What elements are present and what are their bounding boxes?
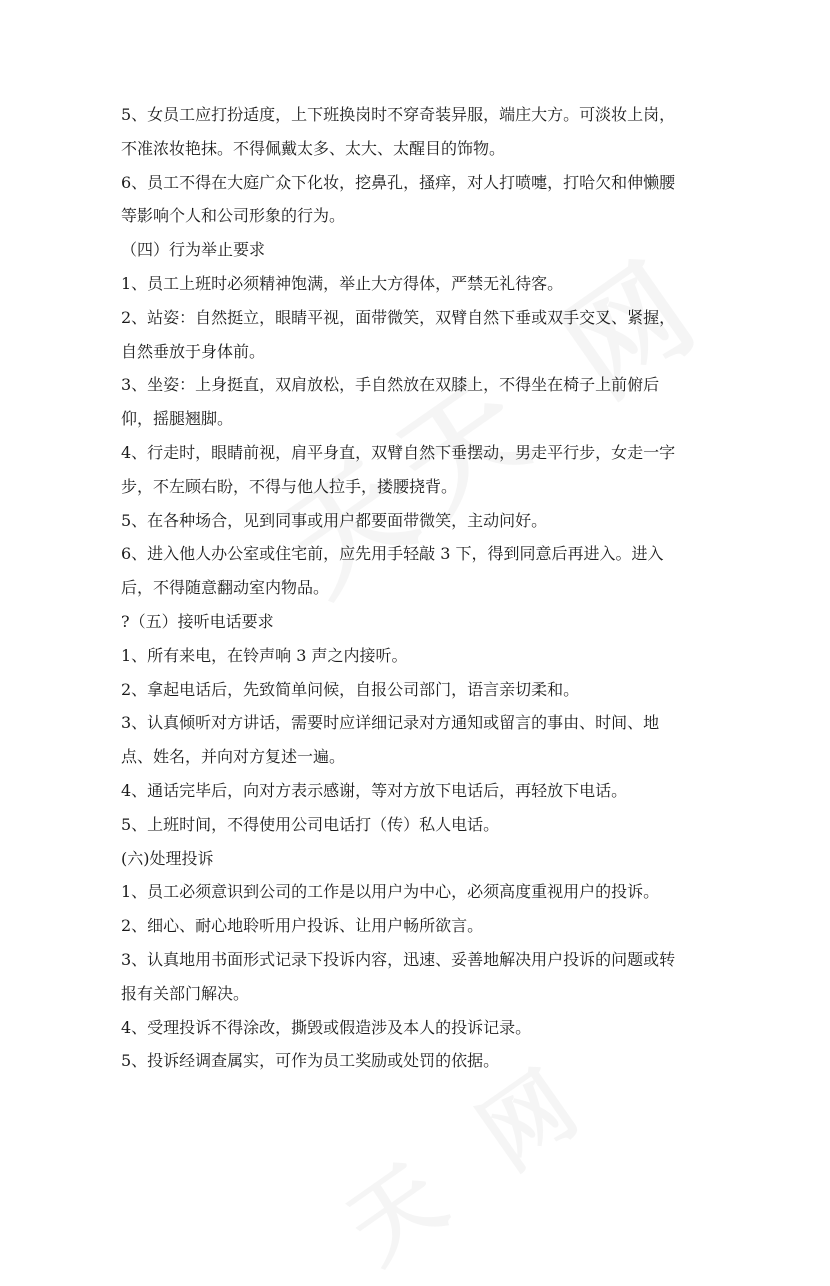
text-line: （四）行为举止要求: [121, 240, 266, 260]
paragraph: [121, 267, 711, 301]
text-line: (六)处理投诉: [121, 848, 214, 868]
document-body: [121, 98, 711, 1078]
text-line: 不准浓妆艳抹。不得佩戴太多、太大、太醒目的饰物。: [121, 138, 506, 158]
paragraph: [121, 1044, 711, 1078]
paragraph: [121, 639, 711, 673]
text-line: 5、上班时间，不得使用公司电话打（传）私人电话。: [121, 814, 500, 834]
text-line: 后，不得随意翻动室内物品。: [121, 578, 330, 598]
paragraph: [121, 909, 711, 943]
text-line: 6、员工不得在大庭广众下化妆，挖鼻孔，搔痒，对人打喷嚏，打哈欠和伸懒腰: [121, 172, 676, 192]
text-line: 2、站姿：自然挺立，眼睛平视，面带微笑，双臂自然下垂或双手交叉、紧握，: [121, 307, 676, 327]
text-line: 点、姓名，并向对方复述一遍。: [121, 747, 346, 767]
text-line: 2、细心、耐心地聆听用户投诉、让用户畅所欲言。: [121, 916, 484, 936]
paragraph: [121, 706, 711, 774]
text-line: 等影响个人和公司形象的行为。: [121, 206, 346, 226]
paragraph: [121, 943, 711, 1011]
paragraph: [121, 98, 711, 166]
text-line: 3、认真地用书面形式记录下投诉内容，迅速、妥善地解决用户投诉的问题或转: [121, 949, 676, 969]
paragraph: [121, 301, 711, 369]
paragraph: [121, 774, 711, 808]
text-line: 仰，摇腿翘脚。: [121, 409, 234, 429]
paragraph: [121, 673, 711, 707]
text-line: 4、受理投诉不得涂改，撕毁或假造涉及本人的投诉记录。: [121, 1017, 532, 1037]
text-line: 3、认真倾听对方讲话，需要时应详细记录对方通知或留言的事由、时间、地: [121, 713, 660, 733]
text-line: 6、进入他人办公室或住宅前，应先用手轻敲 3 下，得到同意后再进入。进入: [121, 544, 664, 564]
text-line: 1、所有来电，在铃声响 3 声之内接听。: [121, 645, 408, 665]
paragraph: [121, 233, 711, 267]
text-line: 1、员工上班时必须精神饱满，举止大方得体，严禁无礼待客。: [121, 273, 564, 293]
text-line: 2、拿起电话后，先致简单问候，自报公司部门，语言亲切柔和。: [121, 679, 580, 699]
text-line: 1、员工必须意识到公司的工作是以用户为中心，必须高度重视用户的投诉。: [121, 882, 660, 902]
text-line: 4、通话完毕后，向对方表示感谢，等对方放下电话后，再轻放下电话。: [121, 780, 628, 800]
paragraph: [121, 537, 711, 605]
text-line: 步，不左顾右盼，不得与他人拉手，搂腰挠背。: [121, 476, 458, 496]
text-line: ?（五）接听电话要求: [121, 611, 274, 631]
paragraph: [121, 166, 711, 234]
paragraph: [121, 842, 711, 876]
paragraph: [121, 436, 711, 504]
text-line: 5、投诉经调查属实，可作为员工奖励或处罚的依据。: [121, 1051, 500, 1071]
paragraph: [121, 1011, 711, 1045]
paragraph: [121, 605, 711, 639]
paragraph: [121, 808, 711, 842]
paragraph: [121, 504, 711, 538]
text-line: 3、坐姿：上身挺直，双肩放松，手自然放在双膝上，不得坐在椅子上前俯后: [121, 375, 660, 395]
text-line: 5、女员工应打扮适度，上下班换岗时不穿奇装异服，端庄大方。可淡妆上岗，: [121, 105, 676, 124]
text-line: 4、行走时，眼睛前视，肩平身直，双臂自然下垂摆动，男走平行步，女走一字: [121, 442, 676, 462]
text-line: 自然垂放于身体前。: [121, 341, 266, 361]
text-line: 报有关部门解决。: [121, 983, 250, 1003]
text-line: 5、在各种场合，见到同事或用户都要面带微笑，主动问好。: [121, 510, 548, 530]
paragraph: [121, 875, 711, 909]
paragraph: [121, 368, 711, 436]
